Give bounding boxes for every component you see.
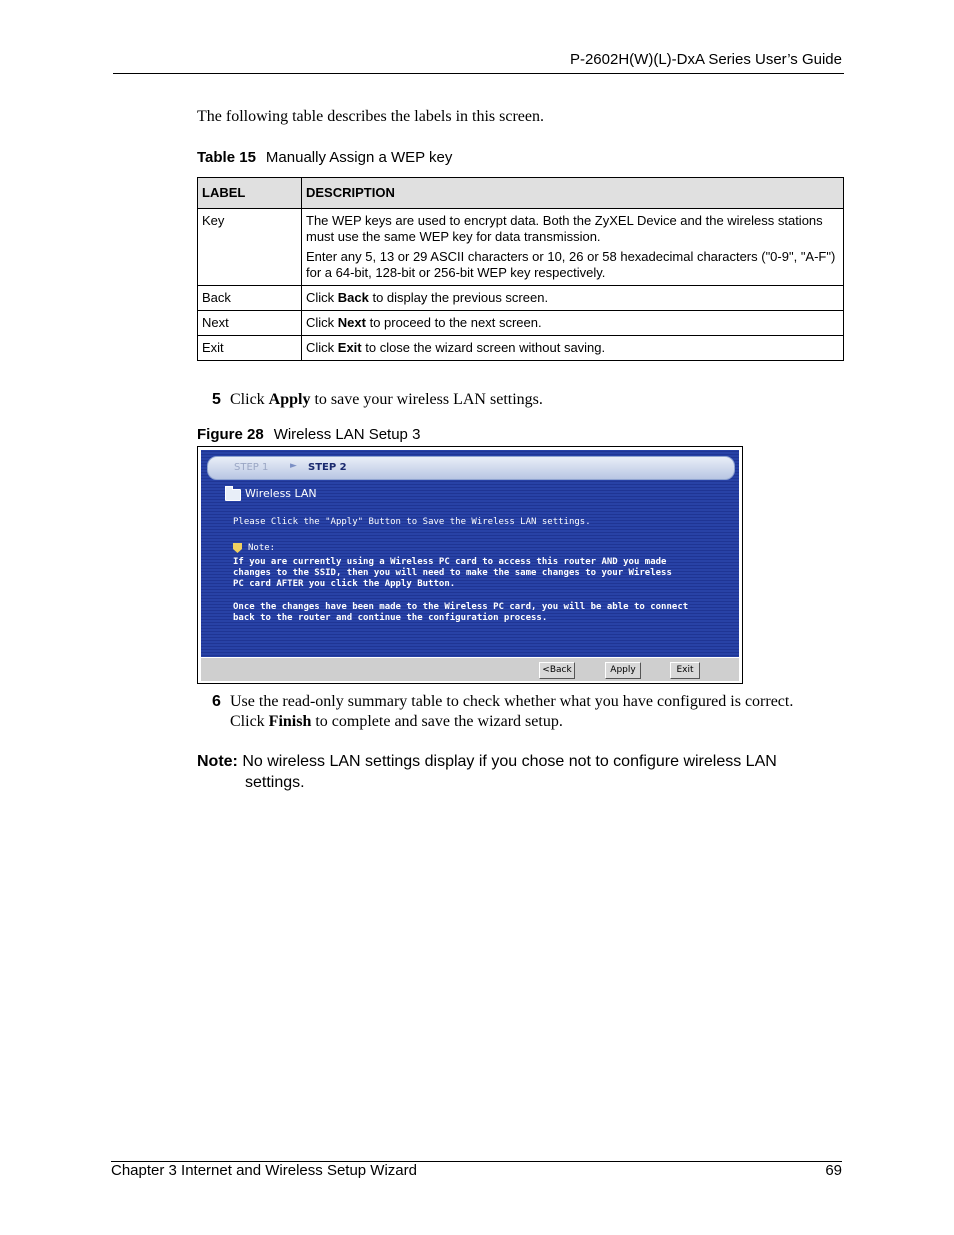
figure-caption-text: Wireless LAN Setup 3	[273, 426, 421, 443]
apply-instruction: Please Click the "Apply" Button to Save the Wireless LAN settings.	[233, 517, 591, 527]
header-divider	[113, 73, 844, 74]
row-label: Exit	[198, 336, 302, 361]
table-caption-label: Table 15	[197, 149, 256, 166]
row-bold-term: Next	[337, 315, 366, 330]
note-line: PC card AFTER you click the Apply Button.	[233, 579, 456, 589]
step-text: Click	[230, 713, 269, 730]
step-text: to save your wireless LAN settings.	[310, 391, 543, 408]
row-text: to proceed to the next screen.	[365, 315, 542, 330]
step-arrow-icon: ►	[290, 461, 297, 471]
label-description-table	[197, 177, 844, 361]
step-2-tab: STEP 2	[308, 462, 347, 473]
step-bold-term: Finish	[268, 713, 312, 730]
row-label: Back	[198, 286, 302, 311]
wizard-screenshot	[197, 446, 743, 684]
note-block-label: Note:	[197, 753, 238, 770]
wizard-step-bar	[207, 456, 735, 480]
row-text: Click	[306, 340, 338, 355]
row-description-para: Enter any 5, 13 or 29 ASCII characters or 10, 26 or 58 hexadecimal characters ("0-9", "A-F") for a 64-bit, 128-bit or 256-bit WEP key respectively.	[306, 249, 836, 280]
step-text-cont	[212, 713, 563, 730]
note-label: Note:	[248, 543, 276, 553]
step-number: 6	[212, 693, 221, 710]
note-block-text: No wireless LAN settings display if you chose not to configure wireless LAN	[237, 753, 777, 770]
row-text: Click	[306, 290, 338, 305]
section-title	[225, 487, 317, 500]
step-text: Use the read-only summary table to check whether what you have configured is correct.	[230, 693, 794, 710]
figure-caption-label: Figure 28	[197, 426, 264, 443]
note-line: If you are currently using a Wireless PC card to access this router AND you made	[233, 557, 667, 567]
row-description	[302, 311, 844, 336]
note-block-text: settings.	[245, 774, 305, 791]
table-header-row	[198, 178, 844, 209]
table-row	[198, 311, 844, 336]
step-5	[212, 390, 543, 410]
step-text: Click	[230, 391, 269, 408]
exit-button[interactable]: Exit	[670, 662, 700, 679]
row-bold-term: Back	[337, 290, 369, 305]
step-number: 5	[212, 391, 221, 408]
note-block	[197, 751, 837, 793]
note-line: changes to the SSID, then you will need to make the same changes to your Wireless	[233, 568, 672, 578]
shield-icon	[233, 543, 242, 553]
row-label: Key	[198, 209, 302, 286]
page-number: 69	[825, 1162, 842, 1179]
figure-caption	[197, 426, 420, 443]
wizard-button-bar	[201, 657, 739, 681]
table-header-label: LABEL	[198, 178, 302, 209]
row-description-para: The WEP keys are used to encrypt data. Both the ZyXEL Device and the wireless stations must use the same WEP key for data transmission.	[306, 213, 823, 244]
row-description	[302, 209, 844, 286]
row-label: Next	[198, 311, 302, 336]
step-6	[212, 692, 793, 732]
row-text: to close the wizard screen without saving.	[361, 340, 606, 355]
table-row	[198, 209, 844, 286]
back-button[interactable]: <Back	[539, 662, 575, 679]
row-description	[302, 286, 844, 311]
row-description	[302, 336, 844, 361]
section-title-text: Wireless LAN	[245, 487, 317, 500]
footer-chapter: Chapter 3 Internet and Wireless Setup Wizard	[111, 1162, 417, 1179]
apply-button[interactable]: Apply	[605, 662, 641, 679]
row-text: Click	[306, 315, 338, 330]
row-bold-term: Exit	[337, 340, 362, 355]
table-row	[198, 286, 844, 311]
table-caption-text: Manually Assign a WEP key	[265, 149, 453, 166]
wizard-panel	[201, 450, 739, 680]
table-header-description: DESCRIPTION	[302, 178, 844, 209]
running-header-title: P-2602H(W)(L)-DxA Series User’s Guide	[569, 51, 842, 68]
table-row	[198, 336, 844, 361]
intro-paragraph: The following table describes the labels in this screen.	[197, 108, 545, 125]
step-text: to complete and save the wizard setup.	[311, 713, 563, 730]
table-caption	[197, 149, 452, 166]
row-text: to display the previous screen.	[368, 290, 549, 305]
step-bold-term: Apply	[268, 391, 311, 408]
after-line: back to the router and continue the configuration process.	[233, 613, 548, 623]
after-line: Once the changes have been made to the Wireless PC card, you will be able to connect	[233, 602, 689, 612]
step-1-tab: STEP 1	[234, 462, 269, 473]
